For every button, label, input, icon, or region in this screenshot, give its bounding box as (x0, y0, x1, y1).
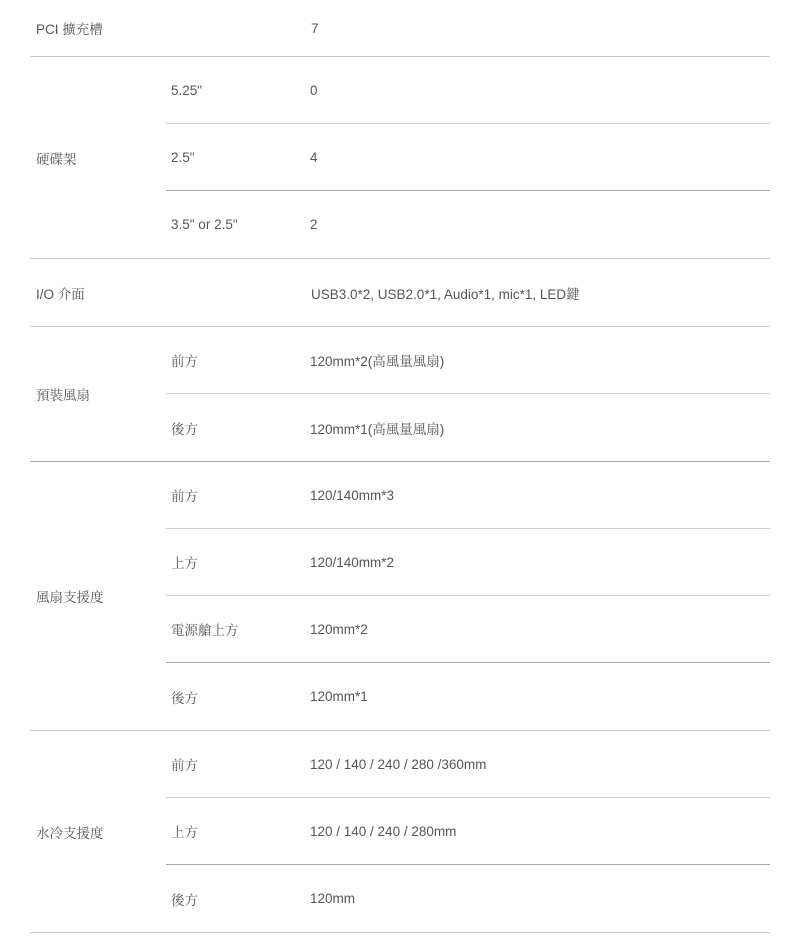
spec-value: 4 (310, 149, 318, 165)
spec-row (166, 731, 770, 798)
spec-value: 120 / 140 / 240 / 280 /360mm (310, 756, 487, 772)
spec-sub-label: 前方 (171, 758, 198, 773)
spec-row (166, 124, 770, 191)
spec-sub-label: 2.5" (171, 149, 195, 165)
spec-group-liquid-support (30, 731, 770, 933)
spec-group-io (30, 259, 770, 327)
spec-sub-label: 3.5" or 2.5" (171, 217, 238, 232)
spec-group-pci (30, 0, 770, 57)
spec-row (166, 663, 770, 730)
spec-value: 120mm*2(高風量風扇) (310, 354, 445, 369)
spec-sub-label: 上方 (171, 556, 198, 571)
spec-sub-label: 後方 (171, 690, 198, 706)
spec-value: 120/140mm*2 (310, 554, 395, 570)
spec-row (30, 0, 770, 56)
spec-row (166, 462, 770, 529)
spec-value: 120mm*1 (310, 689, 368, 704)
spec-value: 120mm*1(高風量風扇) (310, 421, 445, 437)
spec-label: 預裝風扇 (36, 388, 90, 403)
spec-row (166, 394, 770, 461)
spec-sub-label: 5.25" (171, 82, 203, 98)
spec-sub-label: 電源艙上方 (171, 623, 239, 638)
spec-label: I/O 介面 (36, 286, 85, 302)
spec-row (166, 529, 770, 596)
spec-sub-label: 後方 (171, 892, 198, 908)
spec-row (166, 798, 770, 865)
spec-group-fan-support (30, 462, 770, 731)
spec-label: 水冷支援度 (36, 825, 104, 841)
spec-row (30, 259, 770, 326)
spec-row (166, 327, 770, 394)
spec-sub-label: 上方 (171, 825, 198, 840)
spec-value: 120 / 140 / 240 / 280mm (310, 823, 457, 839)
spec-label: 硬碟架 (36, 151, 77, 167)
spec-value: 7 (311, 20, 319, 36)
spec-value: 120/140mm*3 (310, 487, 395, 503)
spec-label: 風扇支援度 (36, 590, 104, 605)
spec-value: 0 (310, 82, 318, 98)
spec-row (166, 191, 770, 258)
spec-value: 120mm*2 (310, 621, 368, 637)
spec-value: 120mm (310, 891, 356, 906)
spec-value: USB3.0*2, USB2.0*1, Audio*1, mic*1, LED鍵 (311, 286, 580, 302)
spec-row (166, 596, 770, 663)
spec-row (166, 57, 770, 124)
spec-sub-label: 前方 (171, 489, 198, 504)
spec-group-preinstalled-fans (30, 327, 770, 462)
spec-group-drive-bays (30, 57, 770, 259)
spec-table (30, 0, 770, 933)
spec-sub-label: 後方 (171, 421, 198, 437)
spec-row (166, 865, 770, 932)
spec-sub-label: 前方 (171, 354, 198, 369)
spec-label: PCI 擴充槽 (36, 22, 103, 37)
spec-value: 2 (310, 217, 318, 232)
